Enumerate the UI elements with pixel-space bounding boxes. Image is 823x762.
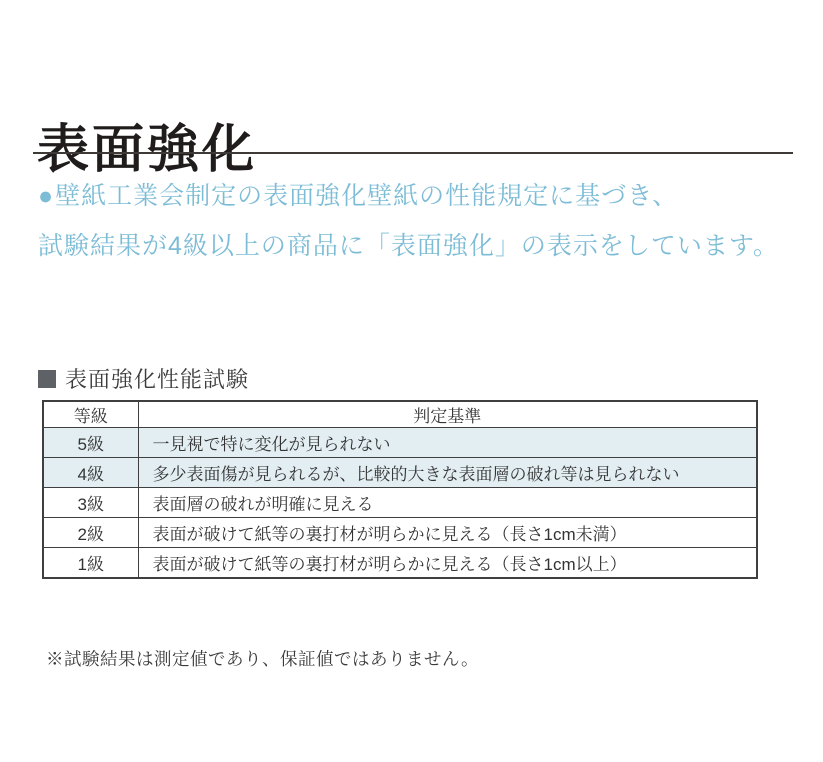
- performance-test-table: [42, 400, 758, 579]
- section-title: 表面強化性能試験: [65, 367, 250, 392]
- table-row: [43, 458, 757, 488]
- table-row: [43, 488, 757, 518]
- column-header-grade: 等級: [43, 401, 138, 428]
- dot-bullet-icon: ●: [38, 182, 55, 210]
- intro-paragraph: [38, 171, 778, 271]
- table-header-row: [43, 401, 757, 428]
- table-row: [43, 518, 757, 548]
- page-title: 表面強化: [37, 120, 258, 179]
- criteria-cell: 一見視で特に変化が見られない: [138, 428, 757, 458]
- table-row: [43, 548, 757, 579]
- section-heading: [38, 363, 249, 394]
- criteria-cell: 表面が破けて紙等の裏打材が明らかに見える（長さ1cm以上）: [138, 548, 757, 579]
- grade-cell: 5級: [43, 428, 138, 458]
- title-underline-divider: [33, 152, 793, 154]
- criteria-cell: 表面層の破れが明確に見える: [138, 488, 757, 518]
- footnote: ※試験結果は測定値であり、保証値ではありません。: [46, 649, 480, 669]
- grade-cell: 2級: [43, 518, 138, 548]
- intro-line-2-text: 試験結果が4級以上の商品に「表面強化」の表示をしています。: [38, 232, 779, 260]
- table-row: [43, 428, 757, 458]
- grade-cell: 1級: [43, 548, 138, 579]
- column-header-criteria: 判定基準: [138, 401, 757, 428]
- criteria-cell: 多少表面傷が見られるが、比較的大きな表面層の破れ等は見られない: [138, 458, 757, 488]
- grade-cell: 3級: [43, 488, 138, 518]
- grade-cell: 4級: [43, 458, 138, 488]
- criteria-cell: 表面が破けて紙等の裏打材が明らかに見える（長さ1cm未満）: [138, 518, 757, 548]
- intro-line-2: [38, 221, 778, 271]
- intro-line-1-text: 壁紙工業会制定の表面強化壁紙の性能規定に基づき、: [55, 182, 679, 210]
- square-bullet-icon: [38, 370, 56, 388]
- intro-line-1: [38, 171, 778, 221]
